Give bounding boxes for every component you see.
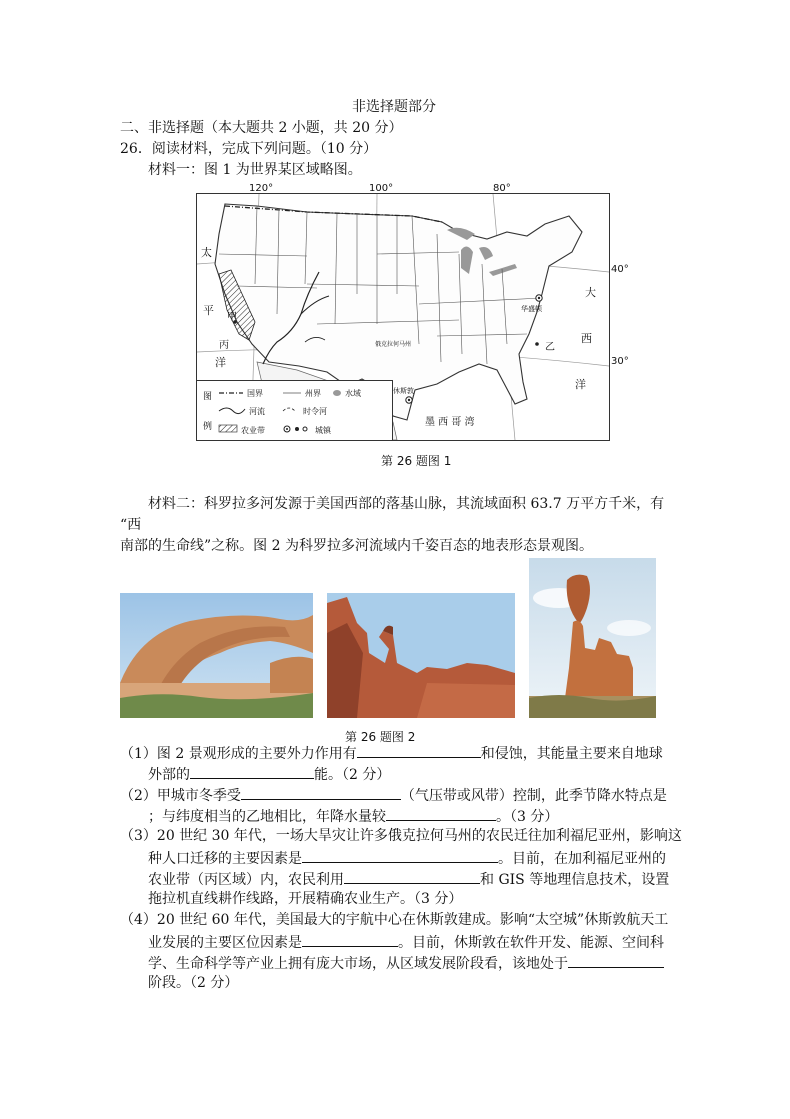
sub2-text-b: （气压带或风带）控制，此季节降水特点是	[400, 788, 667, 804]
houston-label: 休斯敦	[393, 387, 414, 395]
latitude-40: 40°	[611, 264, 629, 275]
legend-river: 河流	[249, 407, 265, 416]
sub-question-4-line-4: 阶段。（2 分）	[148, 975, 239, 991]
jia-label: 甲	[227, 312, 237, 323]
arch-photo	[120, 593, 313, 718]
gulf-label: 墨 西 哥 湾	[425, 417, 475, 428]
balanced-rock-photo	[529, 558, 656, 718]
answer-blank-5[interactable]	[302, 847, 498, 863]
pacific-label-1: 太	[201, 246, 212, 259]
pacific-label-2: 平	[203, 304, 214, 317]
legend-seasonal: 时令河	[303, 407, 327, 416]
sub-question-3-line-2	[148, 847, 666, 869]
longitude-80: 80°	[493, 183, 511, 194]
section-title: 非选择题部分	[352, 99, 436, 115]
sub4-text-b: 业发展的主要区位因素是	[148, 935, 302, 951]
bing-label: 丙	[219, 340, 229, 351]
sub1-text-c: 外部的	[148, 767, 190, 783]
material-1: 材料一：图 1 为世界某区域略图。	[148, 162, 362, 178]
legend-water: 水域	[345, 389, 361, 398]
atlantic-label-3: 洋	[575, 378, 586, 391]
sub4-text-c: 。目前，休斯敦在软件开发、能源、空间科	[398, 935, 664, 951]
sub-question-3-line-3	[148, 868, 669, 890]
rock-formation-photo	[327, 593, 515, 718]
sub2-text-d: 。（3 分）	[496, 809, 559, 825]
legend-agri: 农业带	[241, 426, 265, 435]
sub-question-3-line-1: （3）20 世纪 30 年代，一场大旱灾让许多俄克拉何马州的农民迁往加利福尼亚州，影响这	[120, 828, 682, 844]
longitude-120: 120°	[249, 183, 274, 194]
oklahoma-label: 俄克拉何马州	[375, 341, 412, 348]
question-26-intro: 26．阅读材料，完成下列问题。（10 分）	[120, 141, 378, 157]
sub-question-4-line-1: （4）20 世纪 60 年代，美国最大的宇航中心在休斯敦建成。影响“太空城”休斯敦航天工	[120, 912, 669, 928]
sub-question-2-line-1	[120, 784, 667, 806]
sub-question-2-line-2	[148, 805, 558, 827]
legend-title-2: 例	[203, 422, 213, 432]
answer-blank-2[interactable]	[190, 763, 314, 779]
sub4-text-d: 学、生命科学等产业上拥有庞大市场，从区域发展阶段看，该地处于	[148, 956, 568, 972]
sub3-text-b: 种人口迁移的主要因素是	[148, 851, 302, 867]
pacific-label-3: 洋	[215, 356, 226, 369]
legend-city: 城镇	[315, 426, 331, 435]
figure-2-caption: 第 26 题图 2	[345, 730, 416, 744]
map-figure-1	[196, 193, 610, 441]
legend-state: 州界	[305, 389, 321, 398]
longitude-100: 100°	[369, 183, 394, 194]
legend-symbols	[197, 381, 392, 441]
answer-blank-7[interactable]	[302, 931, 398, 947]
sub2-text-a: （2）甲城市冬季受	[120, 788, 241, 804]
yi-label: 乙	[545, 342, 555, 353]
answer-blank-8[interactable]	[568, 952, 664, 968]
section-header: 二、非选择题（本大题共 2 小题，共 20 分）	[120, 120, 403, 136]
material-2-line-1: 材料二：科罗拉多河发源于美国西部的落基山脉，其流域面积 63.7 万平方千米，有	[148, 496, 665, 512]
sub1-text-a: （1）图 2 景观形成的主要外力作用有	[120, 746, 357, 762]
sub1-text-b: 和侵蚀，其能量主要来自地球	[480, 746, 663, 762]
sub-question-4-line-2	[148, 931, 664, 953]
sub-question-4-line-3	[148, 952, 664, 974]
material-2-line-3: 南部的生命线”之称。图 2 为科罗拉多河流域内千姿百态的地表形态景观图。	[120, 538, 593, 554]
material-2-line-2: “西	[120, 517, 142, 533]
sub3-text-e: 和 GIS 等地理信息技术，设置	[480, 872, 670, 888]
yi-city	[535, 342, 539, 346]
sub-question-3-line-4: 拖拉机直线耕作线路，开展精确农业生产。（3 分）	[148, 891, 463, 907]
figure-1-caption: 第 26 题图 1	[381, 454, 452, 468]
atlantic-label-1: 大	[585, 286, 596, 299]
answer-blank-1[interactable]	[357, 742, 481, 758]
map-legend	[197, 380, 393, 441]
answer-blank-4[interactable]	[386, 805, 496, 821]
sub2-text-c: ；与纬度相当的乙地相比，年降水量较	[148, 809, 386, 825]
legend-title-1: 图	[203, 392, 213, 402]
legend-border: 国界	[247, 389, 263, 398]
sub1-text-d: 能。（2 分）	[314, 767, 391, 783]
sub3-text-c: 。目前，在加利福尼亚州的	[498, 851, 666, 867]
washington-label: 华盛顿	[521, 305, 542, 313]
sub-question-1-line-2	[148, 763, 390, 785]
sub-question-1-line-1	[120, 742, 663, 764]
answer-blank-6[interactable]	[344, 868, 480, 884]
latitude-30: 30°	[611, 356, 629, 367]
sub3-text-d: 农业带（丙区域）内，农民利用	[148, 872, 344, 888]
answer-blank-3[interactable]	[241, 784, 401, 800]
atlantic-label-2: 西	[581, 332, 592, 345]
